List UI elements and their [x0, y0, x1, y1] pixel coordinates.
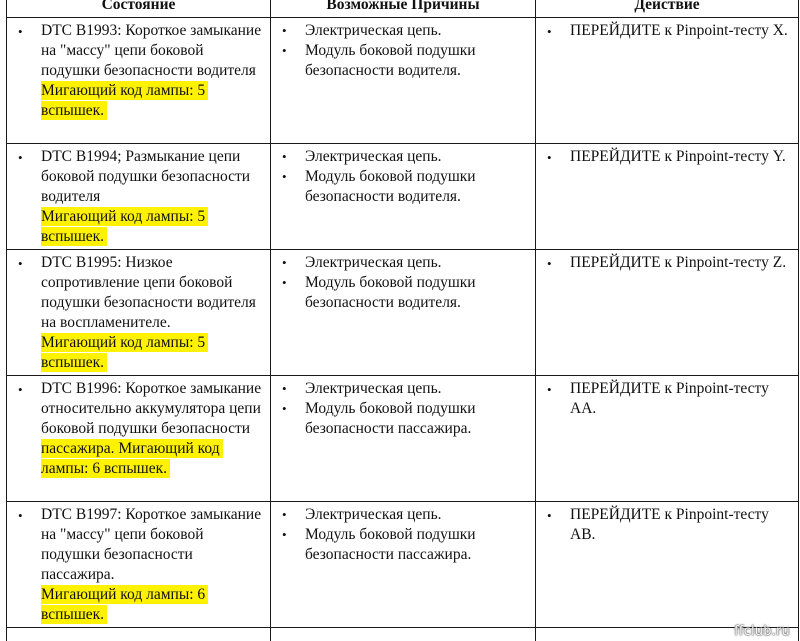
watermark-text: ffclub.ru: [734, 624, 790, 639]
bullet-icon: •: [547, 508, 552, 523]
cause-item: • Модуль боковой подушки безопасности пассажира.: [271, 399, 529, 439]
causes-cell: [271, 144, 536, 250]
lamp-code-highlight: Мигающий код лампы: 5 вспышек.: [41, 333, 208, 372]
cause-item: • Модуль боковой подушки безопасности водителя.: [271, 167, 529, 207]
header-causes: Возможные Причины: [271, 0, 536, 18]
bullet-icon: •: [547, 24, 552, 39]
lamp-code-highlight: Мигающий код лампы: 6 вспышек.: [41, 585, 208, 624]
bullet-icon: •: [547, 382, 552, 397]
action-cell: [536, 144, 799, 250]
cause-item: • Электрическая цепь.: [271, 253, 529, 273]
cause-item: • Электрическая цепь.: [271, 147, 529, 167]
condition-cell: [7, 250, 271, 376]
lamp-code-highlight: Мигающий код лампы: 5 вспышек.: [41, 207, 208, 246]
bullet-icon: •: [18, 150, 23, 165]
table-row: [7, 376, 799, 502]
condition-text: DTC B1994; Размыкание цепи боковой подушки безопасности водителя: [41, 148, 251, 205]
table-row: [7, 502, 799, 628]
bullet-icon: •: [547, 150, 552, 165]
action-text: ПЕРЕЙДИТЕ к Pinpoint-тесту Y.: [570, 148, 786, 165]
action-cell: [536, 18, 799, 144]
condition-cell: [7, 18, 271, 144]
condition-text: DTC B1993: Короткое замыкание на "массу" цепи боковой подушки безопасности водителя: [41, 22, 262, 79]
action-cell: [536, 502, 799, 628]
empty-cell: [7, 628, 271, 641]
bullet-icon: •: [18, 508, 23, 523]
bullet-icon: •: [18, 24, 23, 39]
action-cell: [536, 250, 799, 376]
cause-item: • Электрическая цепь.: [271, 505, 529, 525]
causes-cell: [271, 376, 536, 502]
causes-cell: [271, 250, 536, 376]
action-text: ПЕРЕЙДИТЕ к Pinpoint-тесту X.: [570, 22, 788, 39]
empty-cell: [271, 628, 536, 641]
condition-text: DTC B1996: Короткое замыкание относительно аккумулятора цепи боковой подушки безопасности: [41, 380, 262, 437]
condition-text: DTC B1997: Короткое замыкание на "массу" цепи боковой подушки безопасности пассажира.: [41, 506, 262, 583]
header-action: Действие: [536, 0, 799, 18]
condition-text: DTC B1995: Низкое сопротивление цепи боковой подушки безопасности водителя на воспламенителе.: [41, 254, 256, 331]
table-row: [7, 250, 799, 376]
cause-item: • Электрическая цепь.: [271, 21, 529, 41]
bullet-icon: •: [18, 256, 23, 271]
header-condition: Состояние: [7, 0, 271, 18]
dtc-table: [6, 0, 799, 641]
lamp-code-highlight: пассажира. Мигающий код лампы: 6 вспышек.: [41, 439, 223, 478]
table-row: [7, 18, 799, 144]
causes-cell: [271, 502, 536, 628]
cause-item: • Электрическая цепь.: [271, 379, 529, 399]
cause-item: • Модуль боковой подушки безопасности водителя.: [271, 273, 529, 313]
table-header-row: [7, 0, 799, 18]
cause-item: • Модуль боковой подушки безопасности пассажира.: [271, 525, 529, 565]
condition-cell: [7, 376, 271, 502]
table-row-partial: [7, 628, 799, 641]
action-text: ПЕРЕЙДИТЕ к Pinpoint-тесту Z.: [570, 254, 787, 271]
condition-cell: [7, 144, 271, 250]
action-text: ПЕРЕЙДИТЕ к Pinpoint-тесту АА.: [570, 380, 769, 417]
causes-cell: [271, 18, 536, 144]
table-row: [7, 144, 799, 250]
condition-cell: [7, 502, 271, 628]
bullet-icon: •: [18, 382, 23, 397]
action-text: ПЕРЕЙДИТЕ к Pinpoint-тесту АВ.: [570, 506, 769, 543]
cause-item: • Модуль боковой подушки безопасности водителя.: [271, 41, 529, 81]
action-cell: [536, 376, 799, 502]
lamp-code-highlight: Мигающий код лампы: 5 вспышек.: [41, 81, 208, 120]
bullet-icon: •: [547, 256, 552, 271]
